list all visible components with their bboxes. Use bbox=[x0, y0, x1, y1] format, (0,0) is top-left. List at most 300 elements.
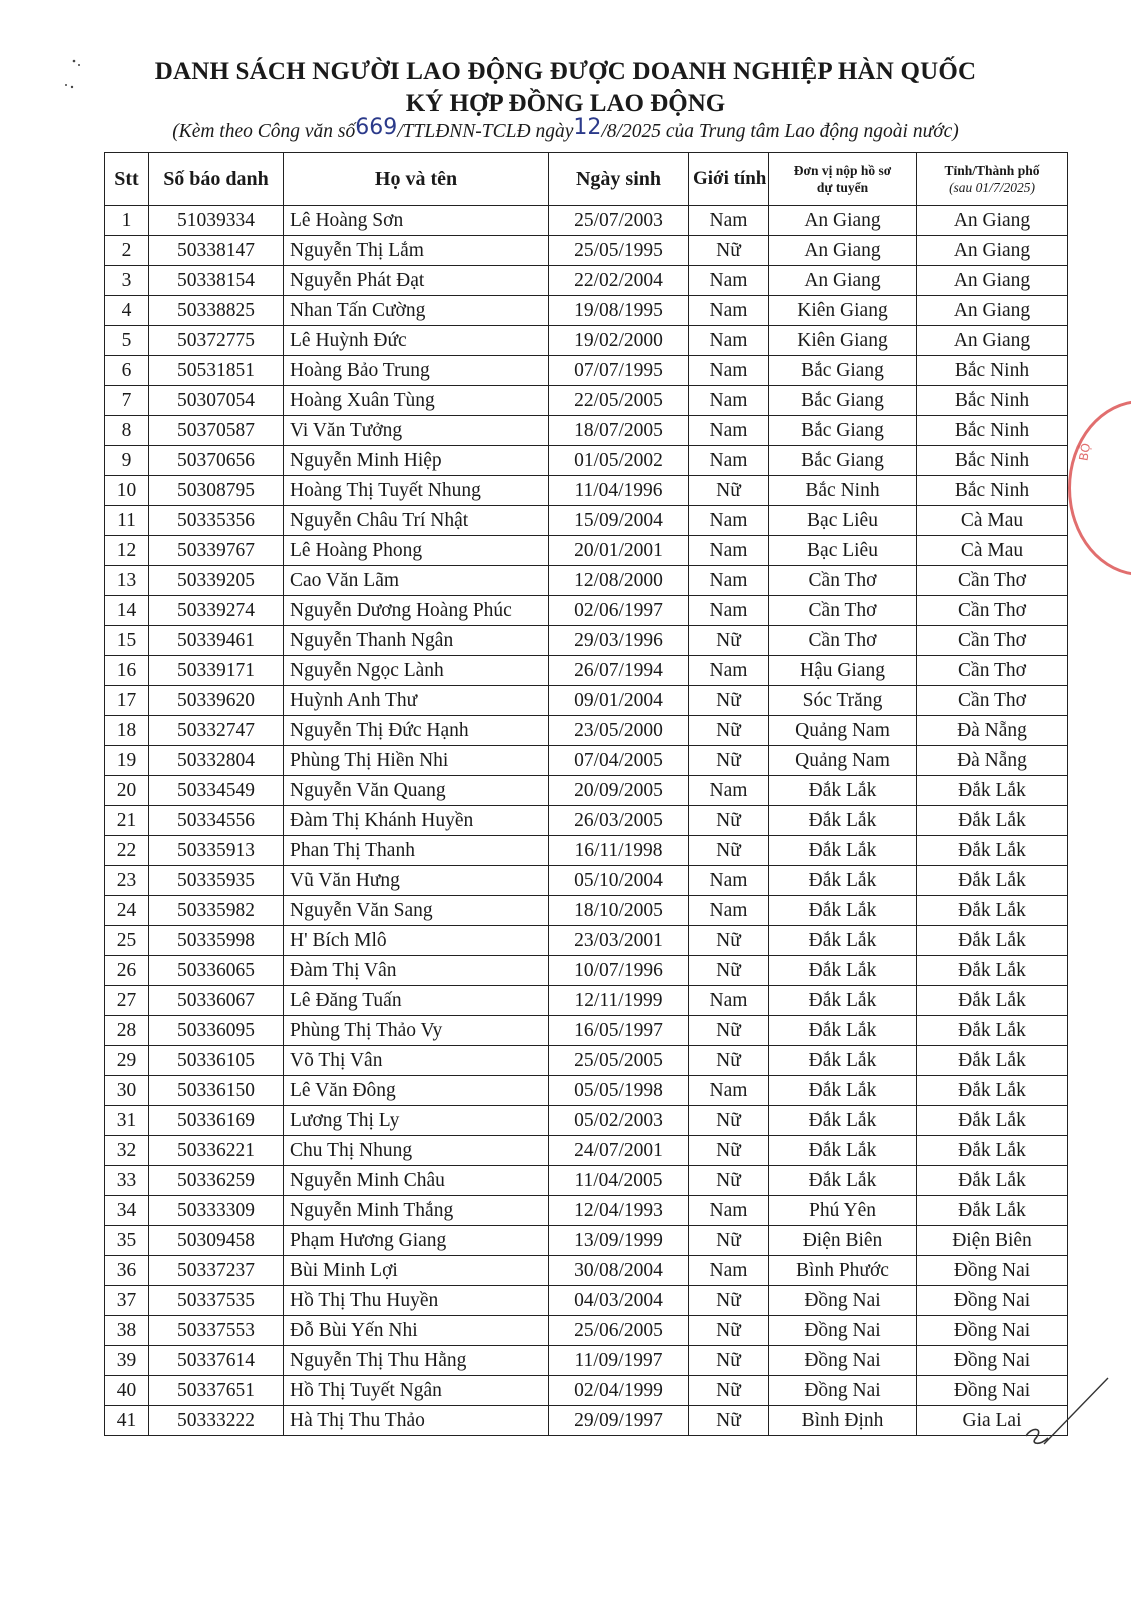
cell-ho-va-ten: Đỗ Bùi Yến Nhi bbox=[284, 1316, 549, 1346]
cell-don-vi: Đắk Lắk bbox=[769, 1016, 917, 1046]
document-subtitle bbox=[0, 115, 1131, 143]
cell-stt: 9 bbox=[105, 446, 149, 476]
cell-don-vi: Kiên Giang bbox=[769, 326, 917, 356]
cell-ngay-sinh: 04/03/2004 bbox=[549, 1286, 689, 1316]
cell-stt: 34 bbox=[105, 1196, 149, 1226]
cell-tinh: Đắk Lắk bbox=[917, 806, 1068, 836]
cell-don-vi: Đồng Nai bbox=[769, 1346, 917, 1376]
cell-ngay-sinh: 01/05/2002 bbox=[549, 446, 689, 476]
table-row bbox=[105, 356, 1068, 386]
cell-don-vi: Đắk Lắk bbox=[769, 1076, 917, 1106]
cell-ho-va-ten: Nhan Tấn Cường bbox=[284, 296, 549, 326]
cell-tinh: An Giang bbox=[917, 266, 1068, 296]
cell-stt: 32 bbox=[105, 1136, 149, 1166]
table-row bbox=[105, 836, 1068, 866]
table-row bbox=[105, 1136, 1068, 1166]
cell-so-bao-danh: 50370656 bbox=[149, 446, 284, 476]
cell-ngay-sinh: 25/05/2005 bbox=[549, 1046, 689, 1076]
cell-tinh: Đắk Lắk bbox=[917, 926, 1068, 956]
cell-ho-va-ten: Hoàng Thị Tuyết Nhung bbox=[284, 476, 549, 506]
official-stamp-text: BỘ bbox=[1076, 442, 1094, 462]
cell-don-vi: Quảng Nam bbox=[769, 716, 917, 746]
cell-ngay-sinh: 26/03/2005 bbox=[549, 806, 689, 836]
cell-so-bao-danh: 50337553 bbox=[149, 1316, 284, 1346]
cell-don-vi: An Giang bbox=[769, 236, 917, 266]
cell-ho-va-ten: Nguyễn Văn Sang bbox=[284, 896, 549, 926]
cell-so-bao-danh: 50334549 bbox=[149, 776, 284, 806]
cell-don-vi: Hậu Giang bbox=[769, 656, 917, 686]
cell-gioi-tinh: Nam bbox=[689, 776, 769, 806]
cell-don-vi: Bắc Ninh bbox=[769, 476, 917, 506]
cell-ho-va-ten: Nguyễn Thanh Ngân bbox=[284, 626, 549, 656]
cell-ho-va-ten: Đàm Thị Vân bbox=[284, 956, 549, 986]
cell-gioi-tinh: Nữ bbox=[689, 1046, 769, 1076]
cell-stt: 5 bbox=[105, 326, 149, 356]
cell-don-vi: Bạc Liêu bbox=[769, 506, 917, 536]
cell-ho-va-ten: Hồ Thị Tuyết Ngân bbox=[284, 1376, 549, 1406]
table-row bbox=[105, 776, 1068, 806]
cell-gioi-tinh: Nam bbox=[689, 1196, 769, 1226]
cell-so-bao-danh: 50332804 bbox=[149, 746, 284, 776]
cell-so-bao-danh: 50335935 bbox=[149, 866, 284, 896]
cell-so-bao-danh: 50339461 bbox=[149, 626, 284, 656]
cell-ho-va-ten: Lê Đăng Tuấn bbox=[284, 986, 549, 1016]
cell-ngay-sinh: 18/10/2005 bbox=[549, 896, 689, 926]
cell-stt: 1 bbox=[105, 206, 149, 236]
cell-tinh: An Giang bbox=[917, 296, 1068, 326]
cell-don-vi: Đồng Nai bbox=[769, 1376, 917, 1406]
cell-ngay-sinh: 12/08/2000 bbox=[549, 566, 689, 596]
cell-gioi-tinh: Nữ bbox=[689, 716, 769, 746]
cell-ngay-sinh: 09/01/2004 bbox=[549, 686, 689, 716]
cell-stt: 10 bbox=[105, 476, 149, 506]
cell-tinh: Bắc Ninh bbox=[917, 386, 1068, 416]
cell-don-vi: Đắk Lắk bbox=[769, 776, 917, 806]
cell-ho-va-ten: Lê Hoàng Phong bbox=[284, 536, 549, 566]
cell-tinh: Đắk Lắk bbox=[917, 896, 1068, 926]
cell-stt: 39 bbox=[105, 1346, 149, 1376]
cell-stt: 25 bbox=[105, 926, 149, 956]
subtitle-part-3: /8/2025 của Trung tâm Lao động ngoài nước) bbox=[601, 121, 959, 142]
cell-stt: 28 bbox=[105, 1016, 149, 1046]
cell-so-bao-danh: 50337651 bbox=[149, 1376, 284, 1406]
column-header-gioi-tinh: Giới tính bbox=[689, 153, 769, 206]
cell-ngay-sinh: 11/09/1997 bbox=[549, 1346, 689, 1376]
cell-stt: 16 bbox=[105, 656, 149, 686]
cell-ho-va-ten: Lê Hoàng Sơn bbox=[284, 206, 549, 236]
cell-ho-va-ten: Vi Văn Tưởng bbox=[284, 416, 549, 446]
cell-ho-va-ten: Phùng Thị Hiền Nhi bbox=[284, 746, 549, 776]
cell-stt: 3 bbox=[105, 266, 149, 296]
cell-ho-va-ten: Chu Thị Nhung bbox=[284, 1136, 549, 1166]
cell-so-bao-danh: 50337535 bbox=[149, 1286, 284, 1316]
cell-gioi-tinh: Nam bbox=[689, 296, 769, 326]
cell-tinh: Bắc Ninh bbox=[917, 356, 1068, 386]
cell-stt: 36 bbox=[105, 1256, 149, 1286]
cell-don-vi: Đắk Lắk bbox=[769, 986, 917, 1016]
cell-gioi-tinh: Nữ bbox=[689, 1316, 769, 1346]
cell-gioi-tinh: Nữ bbox=[689, 956, 769, 986]
cell-ho-va-ten: Hoàng Xuân Tùng bbox=[284, 386, 549, 416]
cell-ho-va-ten: Nguyễn Ngọc Lành bbox=[284, 656, 549, 686]
cell-gioi-tinh: Nữ bbox=[689, 626, 769, 656]
cell-so-bao-danh: 51039334 bbox=[149, 206, 284, 236]
worker-list-table bbox=[104, 152, 1068, 1436]
cell-ngay-sinh: 25/06/2005 bbox=[549, 1316, 689, 1346]
cell-ho-va-ten: Võ Thị Vân bbox=[284, 1046, 549, 1076]
cell-stt: 30 bbox=[105, 1076, 149, 1106]
cell-ngay-sinh: 22/05/2005 bbox=[549, 386, 689, 416]
cell-so-bao-danh: 50336221 bbox=[149, 1136, 284, 1166]
column-header-so-bao-danh: Số báo danh bbox=[149, 153, 284, 206]
cell-tinh: Đồng Nai bbox=[917, 1256, 1068, 1286]
cell-ngay-sinh: 29/03/1996 bbox=[549, 626, 689, 656]
handwritten-doc-number: 669 bbox=[355, 115, 398, 140]
cell-so-bao-danh: 50339205 bbox=[149, 566, 284, 596]
cell-gioi-tinh: Nam bbox=[689, 386, 769, 416]
table-row bbox=[105, 506, 1068, 536]
cell-don-vi: Đắk Lắk bbox=[769, 1046, 917, 1076]
table-row bbox=[105, 626, 1068, 656]
table-row bbox=[105, 656, 1068, 686]
cell-so-bao-danh: 50309458 bbox=[149, 1226, 284, 1256]
cell-don-vi: An Giang bbox=[769, 266, 917, 296]
cell-stt: 18 bbox=[105, 716, 149, 746]
cell-stt: 8 bbox=[105, 416, 149, 446]
cell-tinh: Đắk Lắk bbox=[917, 1076, 1068, 1106]
table-row bbox=[105, 866, 1068, 896]
cell-stt: 14 bbox=[105, 596, 149, 626]
cell-gioi-tinh: Nam bbox=[689, 206, 769, 236]
cell-tinh: Đắk Lắk bbox=[917, 1196, 1068, 1226]
cell-ngay-sinh: 10/07/1996 bbox=[549, 956, 689, 986]
table-row bbox=[105, 236, 1068, 266]
cell-stt: 2 bbox=[105, 236, 149, 266]
cell-don-vi: Bình Phước bbox=[769, 1256, 917, 1286]
cell-so-bao-danh: 50335998 bbox=[149, 926, 284, 956]
cell-ngay-sinh: 19/08/1995 bbox=[549, 296, 689, 326]
cell-don-vi: Bắc Giang bbox=[769, 416, 917, 446]
subtitle-part-2: /TTLĐNN-TCLĐ ngày bbox=[397, 121, 574, 142]
table-row bbox=[105, 536, 1068, 566]
cell-so-bao-danh: 50370587 bbox=[149, 416, 284, 446]
cell-ho-va-ten: Đàm Thị Khánh Huyền bbox=[284, 806, 549, 836]
cell-so-bao-danh: 50338154 bbox=[149, 266, 284, 296]
cell-so-bao-danh: 50339274 bbox=[149, 596, 284, 626]
cell-ngay-sinh: 25/07/2003 bbox=[549, 206, 689, 236]
cell-don-vi: Đồng Nai bbox=[769, 1286, 917, 1316]
cell-ho-va-ten: Nguyễn Thị Đức Hạnh bbox=[284, 716, 549, 746]
cell-tinh: Đắk Lắk bbox=[917, 776, 1068, 806]
cell-ngay-sinh: 25/05/1995 bbox=[549, 236, 689, 266]
cell-so-bao-danh: 50336259 bbox=[149, 1166, 284, 1196]
handwritten-initial-mark bbox=[1022, 1372, 1112, 1452]
cell-stt: 31 bbox=[105, 1106, 149, 1136]
cell-don-vi: Bắc Giang bbox=[769, 446, 917, 476]
cell-ho-va-ten: Hồ Thị Thu Huyền bbox=[284, 1286, 549, 1316]
cell-so-bao-danh: 50334556 bbox=[149, 806, 284, 836]
cell-ngay-sinh: 05/02/2003 bbox=[549, 1106, 689, 1136]
column-header-don-vi bbox=[769, 153, 917, 206]
cell-so-bao-danh: 50336169 bbox=[149, 1106, 284, 1136]
cell-tinh: Cần Thơ bbox=[917, 656, 1068, 686]
column-header-tinh bbox=[917, 153, 1068, 206]
table-row bbox=[105, 686, 1068, 716]
cell-tinh: Đắk Lắk bbox=[917, 836, 1068, 866]
cell-so-bao-danh: 50531851 bbox=[149, 356, 284, 386]
table-row bbox=[105, 1166, 1068, 1196]
cell-gioi-tinh: Nữ bbox=[689, 926, 769, 956]
cell-ngay-sinh: 29/09/1997 bbox=[549, 1406, 689, 1436]
column-header-tinh-line-2: (sau 01/7/2025) bbox=[949, 180, 1035, 195]
cell-ngay-sinh: 24/07/2001 bbox=[549, 1136, 689, 1166]
cell-tinh: Đồng Nai bbox=[917, 1286, 1068, 1316]
table-row bbox=[105, 956, 1068, 986]
cell-so-bao-danh: 50336067 bbox=[149, 986, 284, 1016]
cell-gioi-tinh: Nam bbox=[689, 1256, 769, 1286]
cell-stt: 27 bbox=[105, 986, 149, 1016]
table-row bbox=[105, 326, 1068, 356]
column-header-don-vi-line-1: Đơn vị nộp hồ sơ bbox=[793, 163, 892, 178]
table-row bbox=[105, 1196, 1068, 1226]
cell-tinh: Điện Biên bbox=[917, 1226, 1068, 1256]
cell-stt: 4 bbox=[105, 296, 149, 326]
cell-don-vi: Đắk Lắk bbox=[769, 896, 917, 926]
handwritten-day: 12 bbox=[573, 115, 602, 140]
cell-tinh: Cà Mau bbox=[917, 506, 1068, 536]
table-row bbox=[105, 476, 1068, 506]
cell-ho-va-ten: Cao Văn Lãm bbox=[284, 566, 549, 596]
table-row bbox=[105, 1046, 1068, 1076]
cell-so-bao-danh: 50337614 bbox=[149, 1346, 284, 1376]
cell-tinh: Cần Thơ bbox=[917, 686, 1068, 716]
cell-ho-va-ten: Nguyễn Châu Trí Nhật bbox=[284, 506, 549, 536]
cell-so-bao-danh: 50336065 bbox=[149, 956, 284, 986]
cell-stt: 29 bbox=[105, 1046, 149, 1076]
cell-gioi-tinh: Nam bbox=[689, 266, 769, 296]
cell-ngay-sinh: 11/04/1996 bbox=[549, 476, 689, 506]
cell-stt: 26 bbox=[105, 956, 149, 986]
cell-gioi-tinh: Nữ bbox=[689, 236, 769, 266]
cell-stt: 35 bbox=[105, 1226, 149, 1256]
cell-tinh: Đắk Lắk bbox=[917, 866, 1068, 896]
cell-ngay-sinh: 30/08/2004 bbox=[549, 1256, 689, 1286]
cell-ngay-sinh: 11/04/2005 bbox=[549, 1166, 689, 1196]
cell-ngay-sinh: 05/10/2004 bbox=[549, 866, 689, 896]
cell-don-vi: Cần Thơ bbox=[769, 596, 917, 626]
cell-stt: 19 bbox=[105, 746, 149, 776]
table-row bbox=[105, 1406, 1068, 1436]
cell-tinh: Đắk Lắk bbox=[917, 1106, 1068, 1136]
cell-ho-va-ten: Nguyễn Phát Đạt bbox=[284, 266, 549, 296]
cell-stt: 20 bbox=[105, 776, 149, 806]
cell-ngay-sinh: 13/09/1999 bbox=[549, 1226, 689, 1256]
cell-tinh: Cần Thơ bbox=[917, 566, 1068, 596]
cell-gioi-tinh: Nam bbox=[689, 416, 769, 446]
cell-ngay-sinh: 26/07/1994 bbox=[549, 656, 689, 686]
cell-ho-va-ten: Phùng Thị Thảo Vy bbox=[284, 1016, 549, 1046]
cell-so-bao-danh: 50332747 bbox=[149, 716, 284, 746]
cell-ho-va-ten: Nguyễn Minh Thắng bbox=[284, 1196, 549, 1226]
cell-tinh: Đắk Lắk bbox=[917, 986, 1068, 1016]
table-row bbox=[105, 806, 1068, 836]
cell-stt: 37 bbox=[105, 1286, 149, 1316]
cell-ngay-sinh: 16/11/1998 bbox=[549, 836, 689, 866]
table-row bbox=[105, 1076, 1068, 1106]
table-row bbox=[105, 296, 1068, 326]
table-row bbox=[105, 1106, 1068, 1136]
cell-gioi-tinh: Nam bbox=[689, 656, 769, 686]
table-row bbox=[105, 386, 1068, 416]
cell-ngay-sinh: 23/05/2000 bbox=[549, 716, 689, 746]
cell-don-vi: Kiên Giang bbox=[769, 296, 917, 326]
cell-ngay-sinh: 02/04/1999 bbox=[549, 1376, 689, 1406]
cell-gioi-tinh: Nữ bbox=[689, 1106, 769, 1136]
table-row bbox=[105, 926, 1068, 956]
cell-don-vi: Đắk Lắk bbox=[769, 1166, 917, 1196]
cell-tinh: Đắk Lắk bbox=[917, 1166, 1068, 1196]
cell-gioi-tinh: Nam bbox=[689, 596, 769, 626]
cell-so-bao-danh: 50372775 bbox=[149, 326, 284, 356]
cell-gioi-tinh: Nam bbox=[689, 896, 769, 926]
cell-so-bao-danh: 50337237 bbox=[149, 1256, 284, 1286]
cell-ho-va-ten: Bùi Minh Lợi bbox=[284, 1256, 549, 1286]
cell-stt: 33 bbox=[105, 1166, 149, 1196]
cell-ngay-sinh: 02/06/1997 bbox=[549, 596, 689, 626]
cell-ho-va-ten: Nguyễn Thị Thu Hằng bbox=[284, 1346, 549, 1376]
cell-stt: 13 bbox=[105, 566, 149, 596]
cell-stt: 38 bbox=[105, 1316, 149, 1346]
cell-gioi-tinh: Nữ bbox=[689, 1406, 769, 1436]
table-row bbox=[105, 1016, 1068, 1046]
cell-ngay-sinh: 23/03/2001 bbox=[549, 926, 689, 956]
cell-stt: 17 bbox=[105, 686, 149, 716]
cell-tinh: Đồng Nai bbox=[917, 1346, 1068, 1376]
cell-ngay-sinh: 07/04/2005 bbox=[549, 746, 689, 776]
cell-stt: 21 bbox=[105, 806, 149, 836]
cell-gioi-tinh: Nữ bbox=[689, 1286, 769, 1316]
cell-ho-va-ten: Hoàng Bảo Trung bbox=[284, 356, 549, 386]
cell-stt: 15 bbox=[105, 626, 149, 656]
cell-so-bao-danh: 50335982 bbox=[149, 896, 284, 926]
table-row bbox=[105, 566, 1068, 596]
cell-so-bao-danh: 50336095 bbox=[149, 1016, 284, 1046]
table-header-row bbox=[105, 153, 1068, 206]
cell-tinh: Cà Mau bbox=[917, 536, 1068, 566]
cell-so-bao-danh: 50333309 bbox=[149, 1196, 284, 1226]
cell-ho-va-ten: Nguyễn Dương Hoàng Phúc bbox=[284, 596, 549, 626]
cell-so-bao-danh: 50339620 bbox=[149, 686, 284, 716]
cell-so-bao-danh: 50308795 bbox=[149, 476, 284, 506]
cell-gioi-tinh: Nữ bbox=[689, 1136, 769, 1166]
official-stamp bbox=[1068, 400, 1131, 576]
cell-don-vi: Điện Biên bbox=[769, 1226, 917, 1256]
cell-don-vi: Sóc Trăng bbox=[769, 686, 917, 716]
cell-don-vi: An Giang bbox=[769, 206, 917, 236]
subtitle-part-1: (Kèm theo Công văn số bbox=[172, 121, 356, 142]
cell-stt: 7 bbox=[105, 386, 149, 416]
cell-so-bao-danh: 50333222 bbox=[149, 1406, 284, 1436]
cell-ho-va-ten: Phan Thị Thanh bbox=[284, 836, 549, 866]
cell-don-vi: Phú Yên bbox=[769, 1196, 917, 1226]
column-header-ho-va-ten: Họ và tên bbox=[284, 153, 549, 206]
cell-don-vi: Đắk Lắk bbox=[769, 1136, 917, 1166]
table-body bbox=[105, 206, 1068, 1436]
cell-tinh: An Giang bbox=[917, 326, 1068, 356]
cell-gioi-tinh: Nam bbox=[689, 446, 769, 476]
cell-stt: 24 bbox=[105, 896, 149, 926]
cell-ho-va-ten: Lê Huỳnh Đức bbox=[284, 326, 549, 356]
cell-gioi-tinh: Nữ bbox=[689, 746, 769, 776]
table-row bbox=[105, 716, 1068, 746]
cell-ngay-sinh: 12/04/1993 bbox=[549, 1196, 689, 1226]
cell-gioi-tinh: Nam bbox=[689, 506, 769, 536]
cell-tinh: Bắc Ninh bbox=[917, 476, 1068, 506]
cell-gioi-tinh: Nữ bbox=[689, 1166, 769, 1196]
cell-tinh: An Giang bbox=[917, 206, 1068, 236]
cell-gioi-tinh: Nữ bbox=[689, 1346, 769, 1376]
table-row bbox=[105, 1346, 1068, 1376]
cell-so-bao-danh: 50336150 bbox=[149, 1076, 284, 1106]
cell-so-bao-danh: 50339171 bbox=[149, 656, 284, 686]
cell-tinh: Gia Lai bbox=[917, 1406, 1068, 1436]
cell-don-vi: Đắk Lắk bbox=[769, 866, 917, 896]
cell-ho-va-ten: Hà Thị Thu Thảo bbox=[284, 1406, 549, 1436]
cell-don-vi: Bắc Giang bbox=[769, 386, 917, 416]
cell-stt: 6 bbox=[105, 356, 149, 386]
table-row bbox=[105, 1256, 1068, 1286]
cell-tinh: Cần Thơ bbox=[917, 626, 1068, 656]
table-row bbox=[105, 896, 1068, 926]
cell-ho-va-ten: H' Bích Mlô bbox=[284, 926, 549, 956]
table-row bbox=[105, 746, 1068, 776]
cell-ho-va-ten: Lương Thị Ly bbox=[284, 1106, 549, 1136]
cell-gioi-tinh: Nữ bbox=[689, 476, 769, 506]
table-row bbox=[105, 596, 1068, 626]
cell-gioi-tinh: Nữ bbox=[689, 686, 769, 716]
cell-tinh: Đắk Lắk bbox=[917, 1136, 1068, 1166]
cell-don-vi: Bắc Giang bbox=[769, 356, 917, 386]
cell-stt: 22 bbox=[105, 836, 149, 866]
cell-ho-va-ten: Phạm Hương Giang bbox=[284, 1226, 549, 1256]
document-title-line-1: DANH SÁCH NGƯỜI LAO ĐỘNG ĐƯỢC DOANH NGHIỆP HÀN QUỐC bbox=[154, 58, 977, 85]
cell-don-vi: Cần Thơ bbox=[769, 566, 917, 596]
cell-ho-va-ten: Nguyễn Văn Quang bbox=[284, 776, 549, 806]
cell-tinh: Đắk Lắk bbox=[917, 1016, 1068, 1046]
table-row bbox=[105, 206, 1068, 236]
column-header-stt: Stt bbox=[105, 153, 149, 206]
cell-ho-va-ten: Huỳnh Anh Thư bbox=[284, 686, 549, 716]
cell-ho-va-ten: Lê Văn Đông bbox=[284, 1076, 549, 1106]
cell-so-bao-danh: 50338147 bbox=[149, 236, 284, 266]
cell-tinh: Đà Nẵng bbox=[917, 716, 1068, 746]
cell-so-bao-danh: 50335356 bbox=[149, 506, 284, 536]
table-row bbox=[105, 416, 1068, 446]
table-row bbox=[105, 1376, 1068, 1406]
cell-gioi-tinh: Nam bbox=[689, 326, 769, 356]
cell-don-vi: Đắk Lắk bbox=[769, 926, 917, 956]
cell-tinh: Đắk Lắk bbox=[917, 1046, 1068, 1076]
cell-so-bao-danh: 50335913 bbox=[149, 836, 284, 866]
cell-gioi-tinh: Nữ bbox=[689, 1376, 769, 1406]
cell-ngay-sinh: 16/05/1997 bbox=[549, 1016, 689, 1046]
cell-ho-va-ten: Nguyễn Minh Hiệp bbox=[284, 446, 549, 476]
cell-gioi-tinh: Nam bbox=[689, 356, 769, 386]
cell-stt: 11 bbox=[105, 506, 149, 536]
cell-ho-va-ten: Vũ Văn Hưng bbox=[284, 866, 549, 896]
cell-don-vi: Bạc Liêu bbox=[769, 536, 917, 566]
cell-ho-va-ten: Nguyễn Minh Châu bbox=[284, 1166, 549, 1196]
